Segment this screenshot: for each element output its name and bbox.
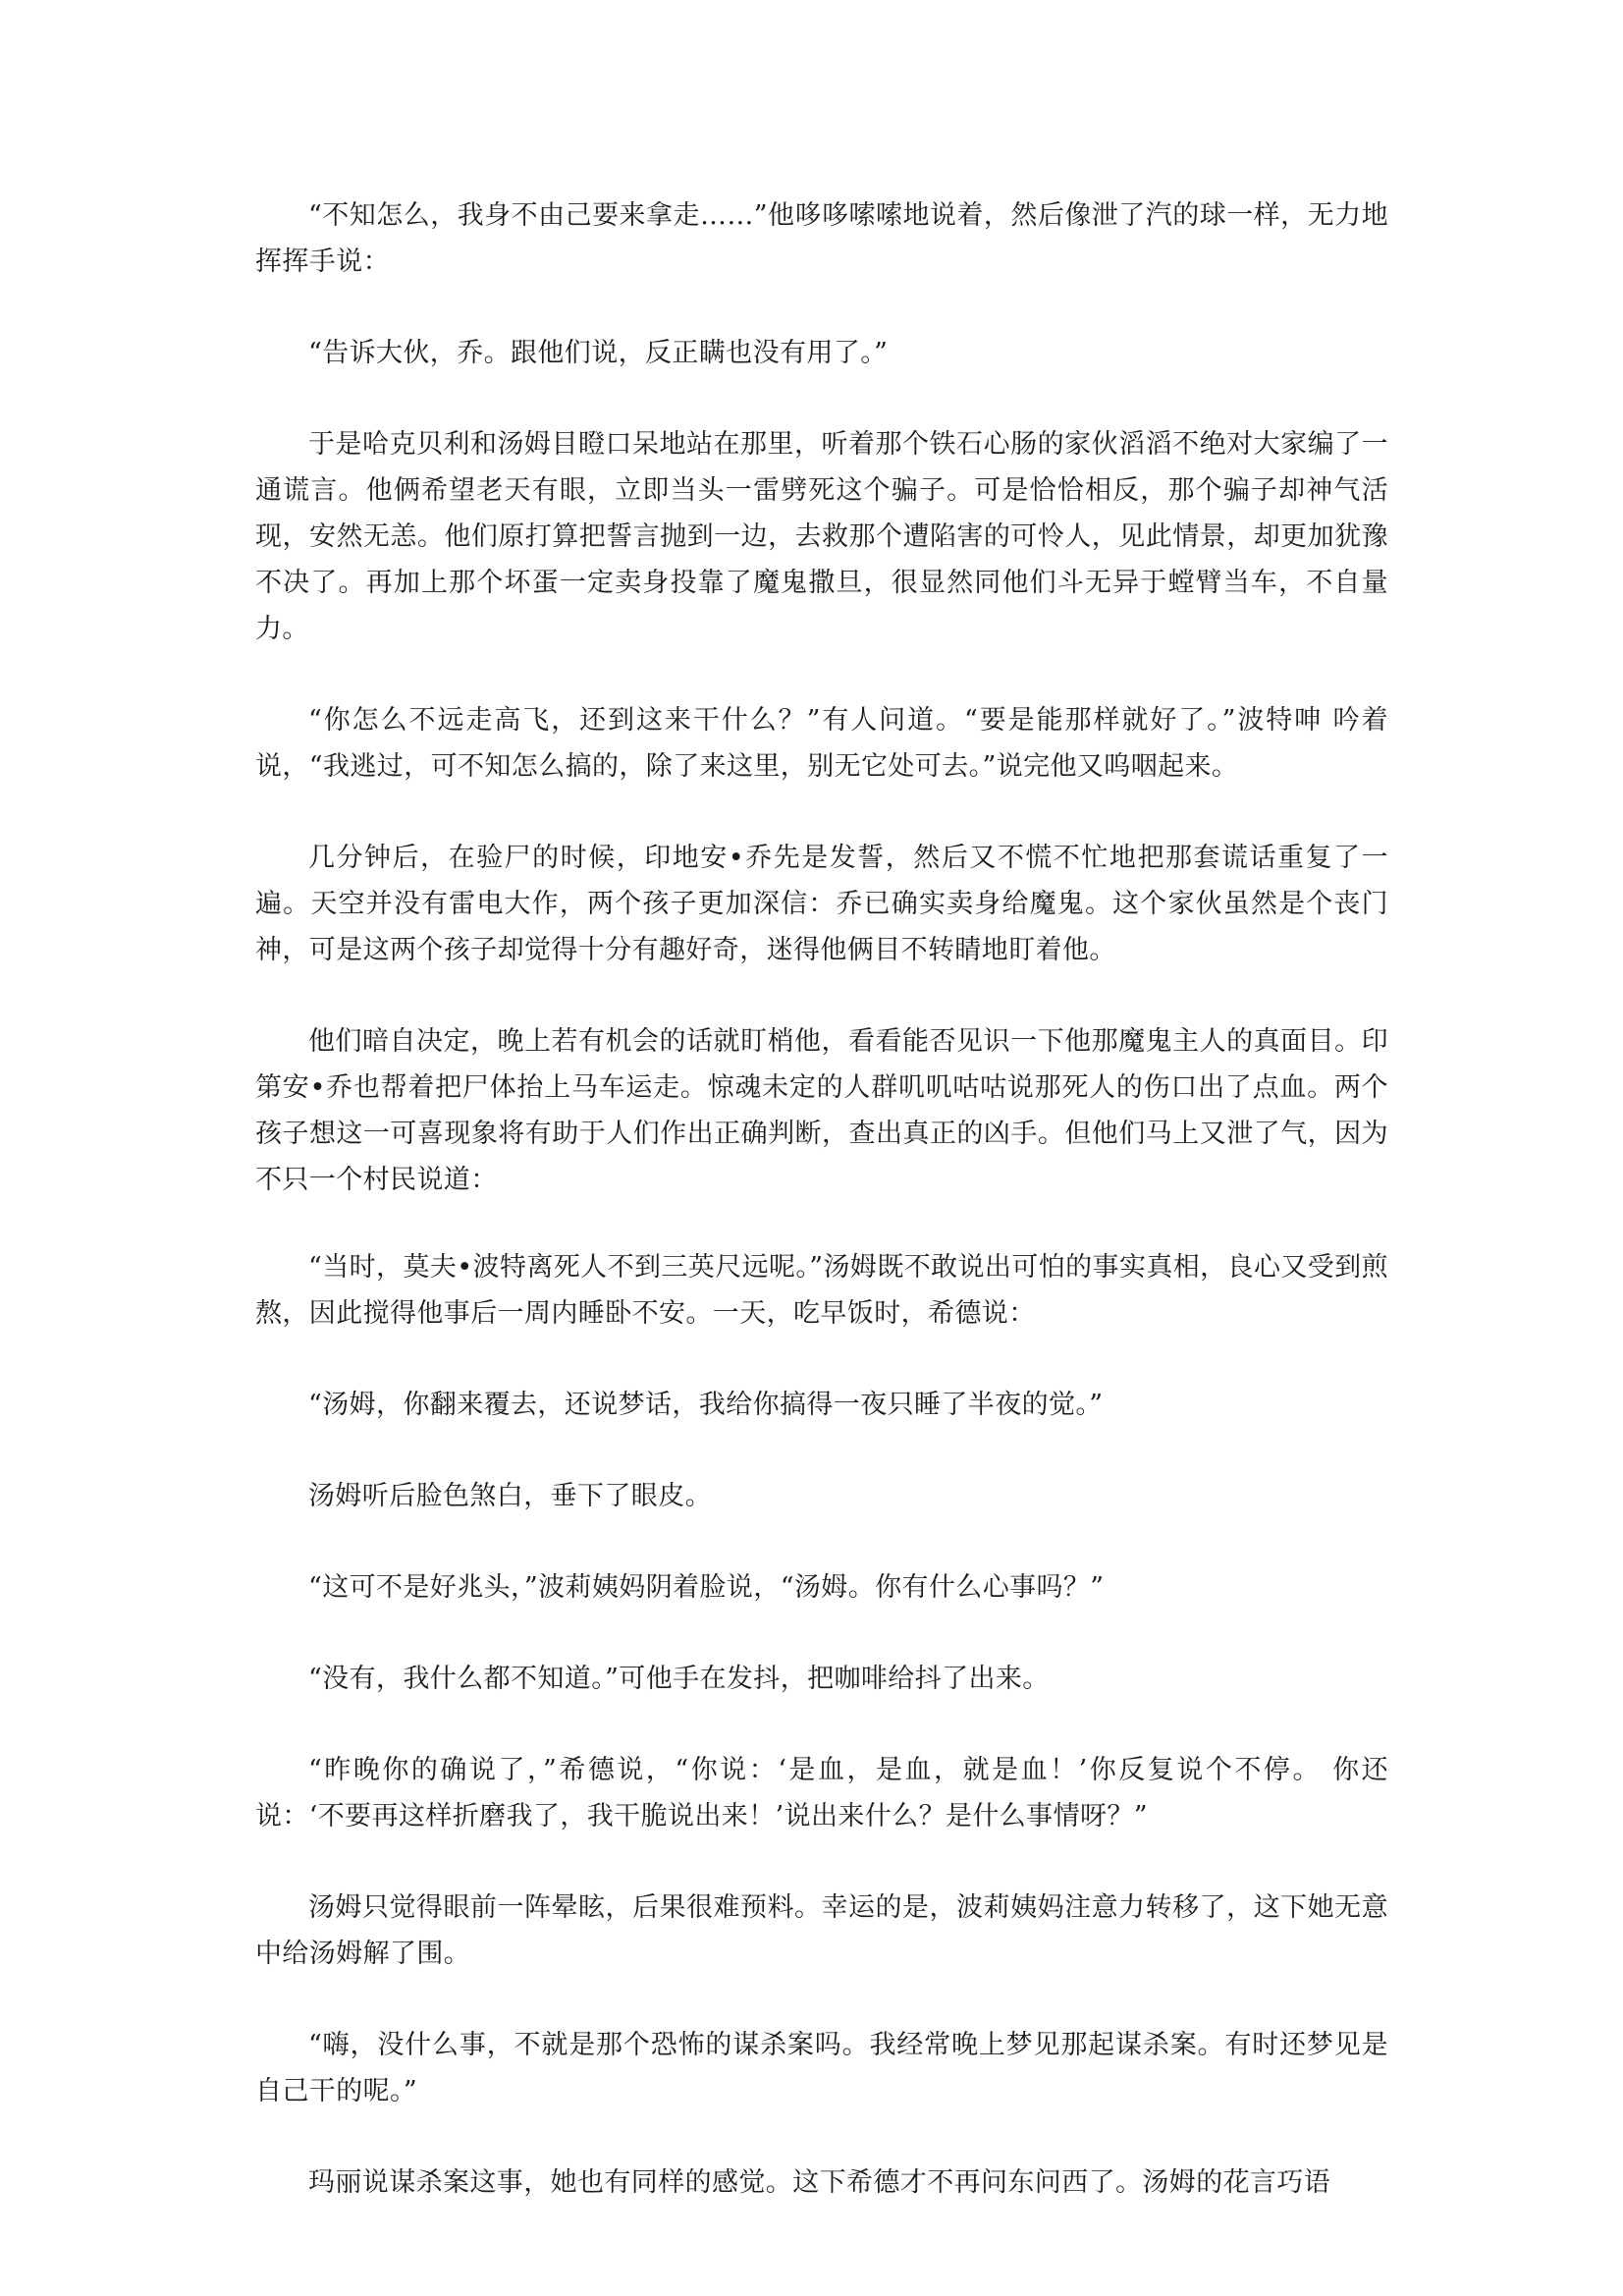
paragraph-11: “没有，我什么都不知道。”可他手在发抖，把咖啡给抖了出来。: [308, 1664, 1050, 1694]
paragraph-12: “昨晚你的确说了，”希德说，“你说：‘是血，是血，就是血！’你反复说个不停。 你还说：‘不要再这样折磨我了，我干脆说出来！’说出来什么？是什么事情呀？”: [255, 1755, 1388, 1831]
paragraph-5: 几分钟后，在验尸的时候，印地安•乔先是发誓，然后又不慌不忙地把那套谎话重复了一遍。天空并没有雷电大作，两个孩子更加深信：乔已确实卖身给魔鬼。这个家伙虽然是个丧门神，可是这两个孩子却觉得十分有趣好奇，迷得他俩目不转睛地盯着他。: [255, 843, 1388, 965]
paragraph-8: “汤姆，你翻来覆去，还说梦话，我给你搞得一夜只睡了半夜的觉。”: [308, 1390, 1104, 1420]
paragraph-14: “嗨，没什么事，不就是那个恐怖的谋杀案吗。我经常晚上梦见那起谋杀案。有时还梦见是自己干的呢。”: [255, 2030, 1388, 2106]
paragraph-4: “你怎么不远走高飞，还到这来干什么？”有人问道。“要是能那样就好了。”波特呻 吟着说，“我逃过，可不知怎么搞的，除了来这里，别无它处可去。”说完他又呜咽起来。: [255, 705, 1388, 782]
paragraph-6: 他们暗自决定，晚上若有机会的话就盯梢他，看看能否见识一下他那魔鬼主人的真面目。印第安•乔也帮着把尸体抬上马车运走。惊魂未定的人群叽叽咕咕说那死人的伤口出了点血。两个孩子想这一可喜现象将有助于人们作出正确判断，查出真正的凶手。但他们马上又泄了气，因为不只一个村民说道：: [255, 1026, 1388, 1195]
paragraph-2: “告诉大伙，乔。跟他们说，反正瞒也没有用了。”: [308, 338, 889, 368]
paragraph-15: 玛丽说谋杀案这事，她也有同样的感觉。这下希德才不再问东问西了。汤姆的花言巧语: [308, 2167, 1331, 2198]
text-column: [255, 192, 1388, 2251]
paragraph-3: 于是哈克贝利和汤姆目瞪口呆地站在那里，听着那个铁石心肠的家伙滔滔不绝对大家编了一通谎言。他俩希望老天有眼，立即当头一雷劈死这个骗子。可是恰恰相反，那个骗子却神气活现，安然无恙。他们原打算把誓言抛到一边，去救那个遭陷害的可怜人，见此情景，却更加犹豫不决了。再加上那个坏蛋一定卖身投靠了魔鬼撒旦，很显然同他们斗无异于螳臂当车，不自量力。: [255, 429, 1388, 644]
paragraph-1: “不知怎么，我身不由己要来拿走……”他哆哆嗦嗦地说着，然后像泄了汽的球一样，无力地挥挥手说：: [255, 200, 1388, 277]
paragraph-9: 汤姆听后脸色煞白，垂下了眼皮。: [308, 1481, 712, 1511]
paragraph-10: “这可不是好兆头，”波莉姨妈阴着脸说，“汤姆。你有什么心事吗？”: [308, 1572, 1105, 1603]
paragraph-13: 汤姆只觉得眼前一阵晕眩，后果很难预料。幸运的是，波莉姨妈注意力转移了，这下她无意中给汤姆解了围。: [255, 1892, 1388, 1969]
paragraph-7: “当时，莫夫•波特离死人不到三英尺远呢。”汤姆既不敢说出可怕的事实真相，良心又受到煎熬，因此搅得他事后一周内睡卧不安。一天，吃早饭时，希德说：: [255, 1252, 1388, 1329]
